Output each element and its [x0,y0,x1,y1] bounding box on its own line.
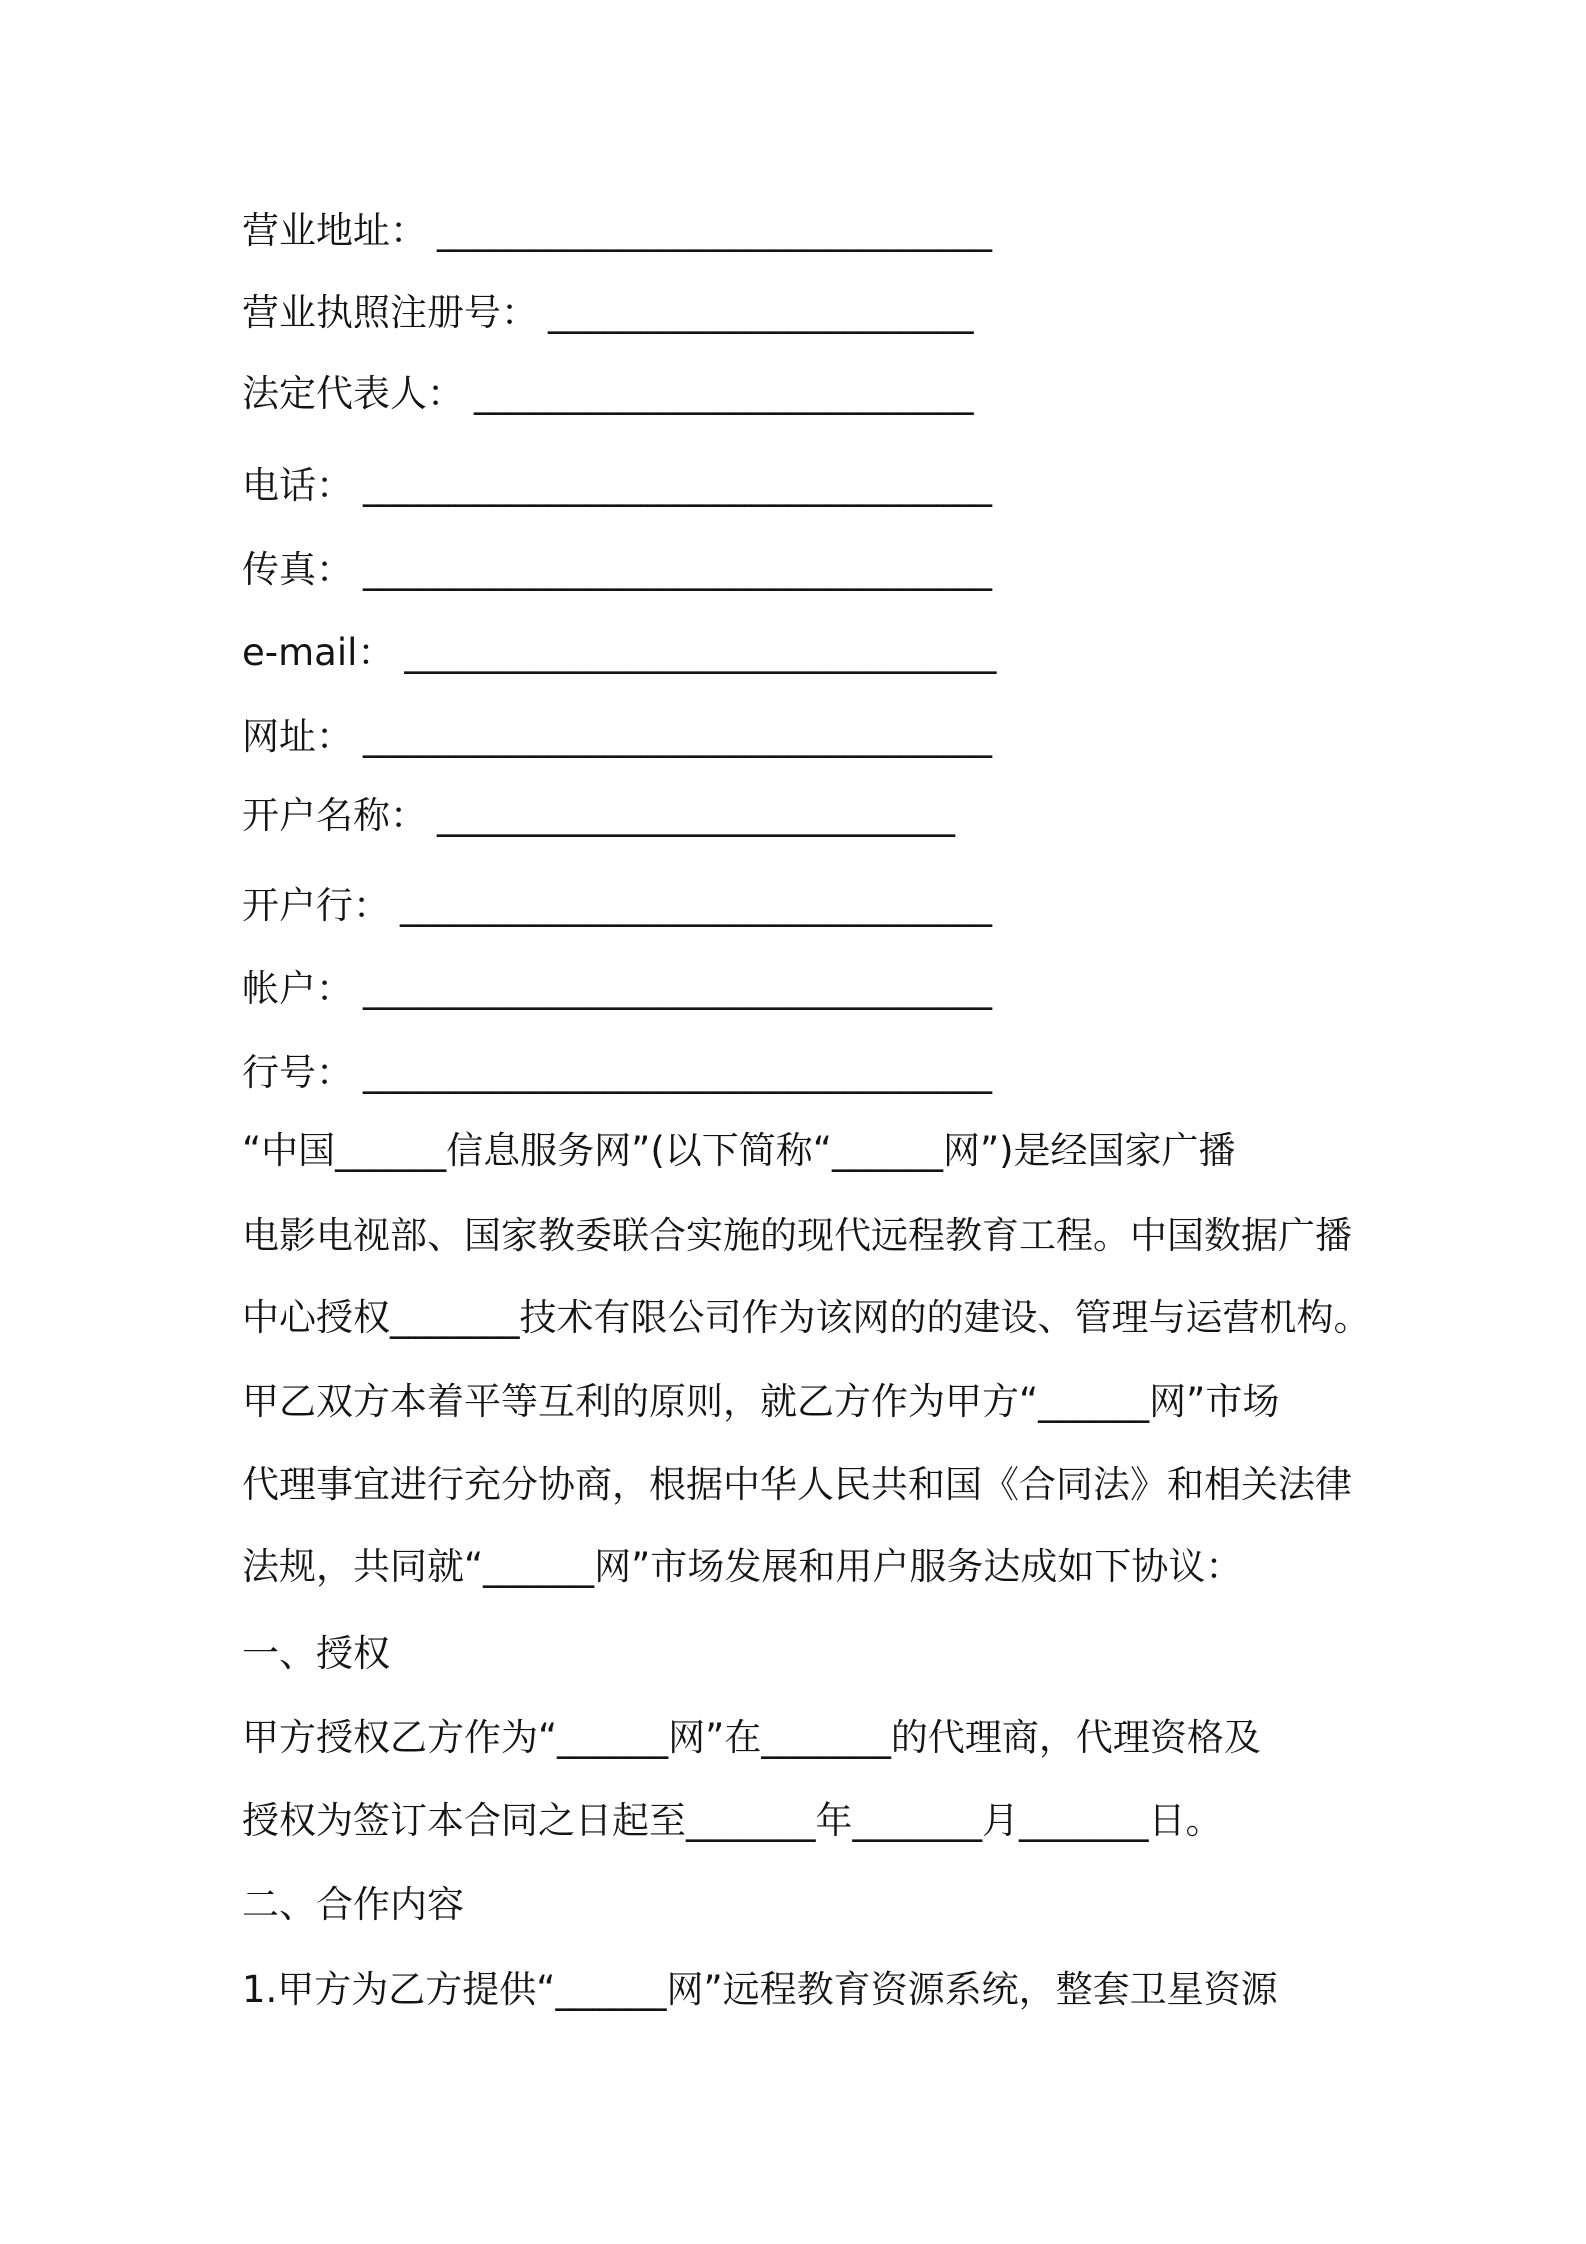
intro-line: 代理事宜进行充分协商，根据中华人民共和国《合同法》和相关法律 [242,1463,1352,1506]
field-blank: __________________________________ [363,715,992,758]
field-fax [242,545,992,595]
intro-line: 中心授权_______技术有限公司作为该网的的建设、管理与运营机构。 [242,1296,1371,1339]
field-bank-code [242,1048,992,1098]
section-line: 甲方授权乙方作为“______网”在_______的代理商，代理资格及 [242,1716,1261,1759]
field-label: 开户行： [242,884,390,927]
field-email [242,628,996,678]
field-blank: __________________________________ [363,548,992,591]
field-label: 法定代表人： [242,372,464,415]
field-blank: __________________________________ [363,967,992,1010]
field-label: 开户名称： [242,794,427,837]
field-blank: ______________________________ [437,209,992,252]
field-legal-representative [242,369,974,419]
field-blank: ___________________________ [474,372,974,415]
section-heading-cooperation: 二、合作内容 [242,1883,464,1926]
intro-line: 法规，共同就“______网”市场发展和用户服务达成如下协议： [242,1545,1243,1588]
field-label: 营业地址： [242,209,427,252]
field-blank: ________________________________ [400,884,992,927]
field-business-address [242,206,992,256]
field-bank [242,881,992,931]
field-label: 传真： [242,548,353,591]
section-heading-authorization: 一、授权 [242,1632,390,1675]
field-account-name [242,791,955,841]
field-blank: __________________________________ [363,464,992,507]
field-label: 营业执照注册号： [242,291,538,334]
intro-line: “中国______信息服务网”(以下简称“______网”)是经国家广播 [242,1129,1236,1172]
field-license-number [242,288,974,338]
section-line: 授权为签订本合同之日起至_______年_______月_______日。 [242,1799,1223,1842]
field-label: e-mail： [242,631,395,674]
intro-line: 甲乙双方本着平等互利的原则，就乙方作为甲方“______网”市场 [242,1380,1280,1423]
field-label: 行号： [242,1051,353,1094]
field-blank: _______________________ [548,291,974,334]
field-blank: ____________________________ [437,794,955,837]
section-line: 1.甲方为乙方提供“______网”远程教育资源系统，整套卫星资源 [242,1968,1278,2011]
field-label: 网址： [242,715,353,758]
field-label: 帐户： [242,967,353,1010]
field-account [242,964,992,1014]
field-blank: __________________________________ [363,1051,992,1094]
intro-line: 电影电视部、国家教委联合实施的现代远程教育工程。中国数据广播 [242,1214,1352,1257]
field-phone [242,461,992,511]
field-website [242,712,992,762]
field-label: 电话： [242,464,353,507]
field-blank: ________________________________ [404,631,997,674]
